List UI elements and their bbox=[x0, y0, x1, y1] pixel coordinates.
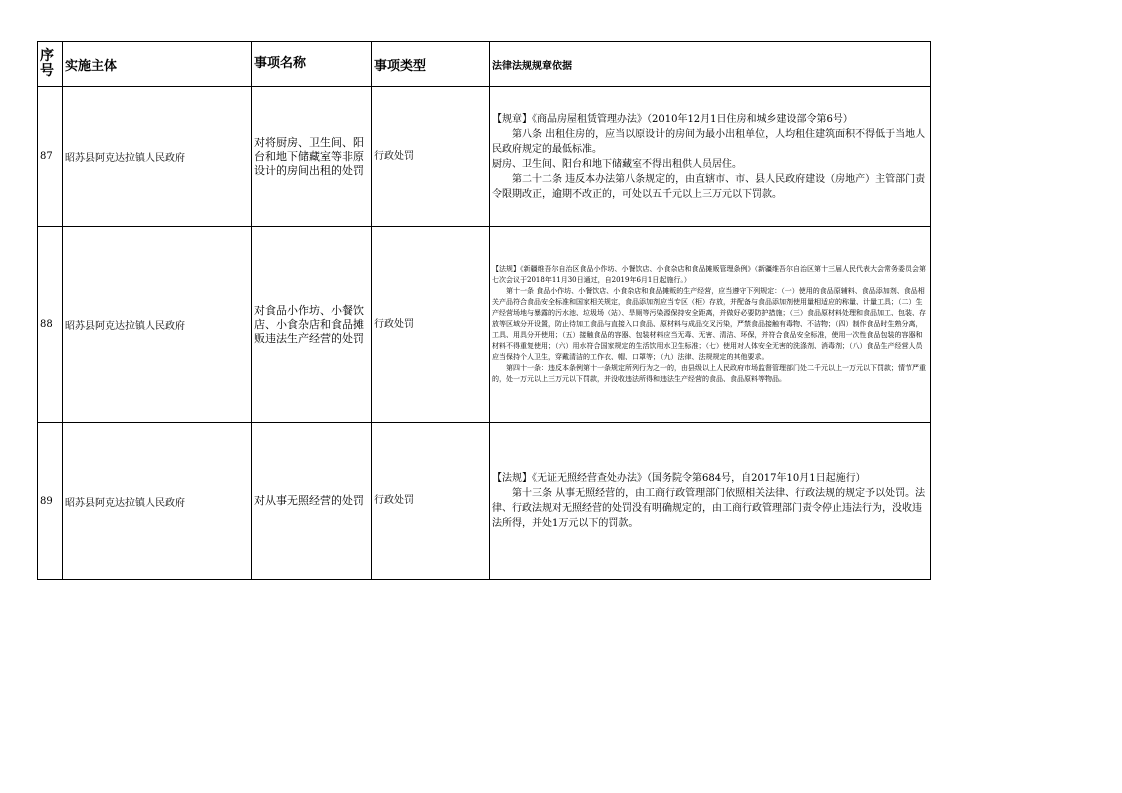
basis-paragraph: 第十一条 食品小作坊、小餐饮店、小食杂店和食品摊贩的生产经营，应当遵守下列规定：（一）使用的食品原辅料、食品添加剂、食品相关产品符合食品安全标准和国家相关规定，食品添加剂应当专区（柜）存放，并配备与食品添加剂使用量相适应的称量、计量工具；（二）生产经营场地与暴露的污水池、垃圾场（站）、旱厕等污染源保持安全距离，并做好必要防护措施；（三）食品原材料处理和食品加工、包装、存放等区域分开设置，防止待加工食品与直接入口食品、原材料与成品交叉污染，严禁食品接触有毒物、不洁物；（四）制作食品时生熟分离，工具、用具分开使用；（五）接触食品的容器、包装材料应当无毒、无害、清洁、环保，并符合食品安全标准，使用一次性食品包装的容器和材料不得重复使用；（六）用水符合国家规定的生活饮用水卫生标准；（七）使用对人体安全无害的洗涤剂、消毒剂；（八）食品生产经营人员 应当保持个人卫生，穿戴清洁的工作衣、帽、口罩等；（九）法律、法规规定的其他要求。 bbox=[492, 287, 930, 361]
table-row bbox=[38, 423, 931, 580]
row-legal-basis bbox=[490, 423, 931, 580]
header-seq: 序号 bbox=[38, 42, 63, 87]
row-legal-basis bbox=[490, 87, 931, 227]
row-seq: 88 bbox=[38, 227, 63, 423]
row-seq: 89 bbox=[38, 423, 63, 580]
row-item-name: 对从事无照经营的处罚 bbox=[252, 423, 372, 580]
row-subject: 昭苏县阿克达拉镇人民政府 bbox=[63, 87, 252, 227]
law-basis-table bbox=[37, 41, 931, 580]
row-legal-basis bbox=[490, 227, 931, 423]
header-subject: 实施主体 bbox=[63, 42, 252, 87]
row-item-name: 对将厨房、卫生间、阳台和地下储藏室等非原设计的房间出租的处罚 bbox=[252, 87, 372, 227]
basis-paragraph: 第四十一条：违反本条例第十一条规定所列行为之一的，由县级以上人民政府市场监督管理部门处二千元以上一万元以下罚款；情节严重的，处一万元以上三万元以下罚款，并没收违法所得和违法生产经营的食品、食品原料等物品。 bbox=[492, 364, 926, 383]
header-legal-basis: 法律法规规章依据 bbox=[490, 42, 931, 87]
row-subject: 昭苏县阿克达拉镇人民政府 bbox=[63, 227, 252, 423]
basis-paragraph: 第二十二条 违反本办法第八条规定的，由直辖市、市、县人民政府建设（房地产）主管部门责令限期改正，逾期不改正的，可处以五千元以上三万元以下罚款。 bbox=[492, 173, 926, 200]
row-item-name: 对食品小作坊、小餐饮店、小食杂店和食品摊贩违法生产经营的处罚 bbox=[252, 227, 372, 423]
basis-paragraph: 第十三条 从事无照经营的，由工商行政管理部门依照相关法律、行政法规的规定予以处罚。法律、行政法规对无照经营的处罚没有明确规定的，由工商行政管理部门责令停止违法行为，没收违法所得，并处1万元以下的罚款。 bbox=[492, 488, 926, 529]
header-item-name: 事项名称 bbox=[252, 42, 372, 87]
row-seq: 87 bbox=[38, 87, 63, 227]
basis-paragraph: 【规章】《商品房屋租赁管理办法》（2010年12月1日住房和城乡建设部令第6号） bbox=[492, 113, 853, 125]
header-row bbox=[38, 42, 931, 87]
basis-paragraph: 厨房、卫生间、阳台和地下储藏室不得出租供人员居住。 bbox=[492, 158, 742, 170]
table-row bbox=[38, 227, 931, 423]
table-row bbox=[38, 87, 931, 227]
row-item-type: 行政处罚 bbox=[372, 423, 490, 580]
row-item-type: 行政处罚 bbox=[372, 227, 490, 423]
header-item-type: 事项类型 bbox=[372, 42, 490, 87]
row-subject: 昭苏县阿克达拉镇人民政府 bbox=[63, 423, 252, 580]
basis-paragraph: 第八条 出租住房的，应当以原设计的房间为最小出租单位，人均租住建筑面积不得低于当地人民政府规定的最低标准。 bbox=[492, 128, 926, 155]
basis-paragraph: 【法规】《无证无照经营查处办法》（国务院令第684号，自2017年10月1日起施行） bbox=[492, 473, 866, 484]
row-item-type: 行政处罚 bbox=[372, 87, 490, 227]
basis-paragraph: 【法规】《新疆维吾尔自治区食品小作坊、小餐饮店、小食杂店和食品摊贩管理条例》（新疆维吾尔自治区第十三届人民代表大会常务委员会第七次会议于2018年11月30日通过，自2019年6月1日起施行。） bbox=[492, 265, 926, 284]
